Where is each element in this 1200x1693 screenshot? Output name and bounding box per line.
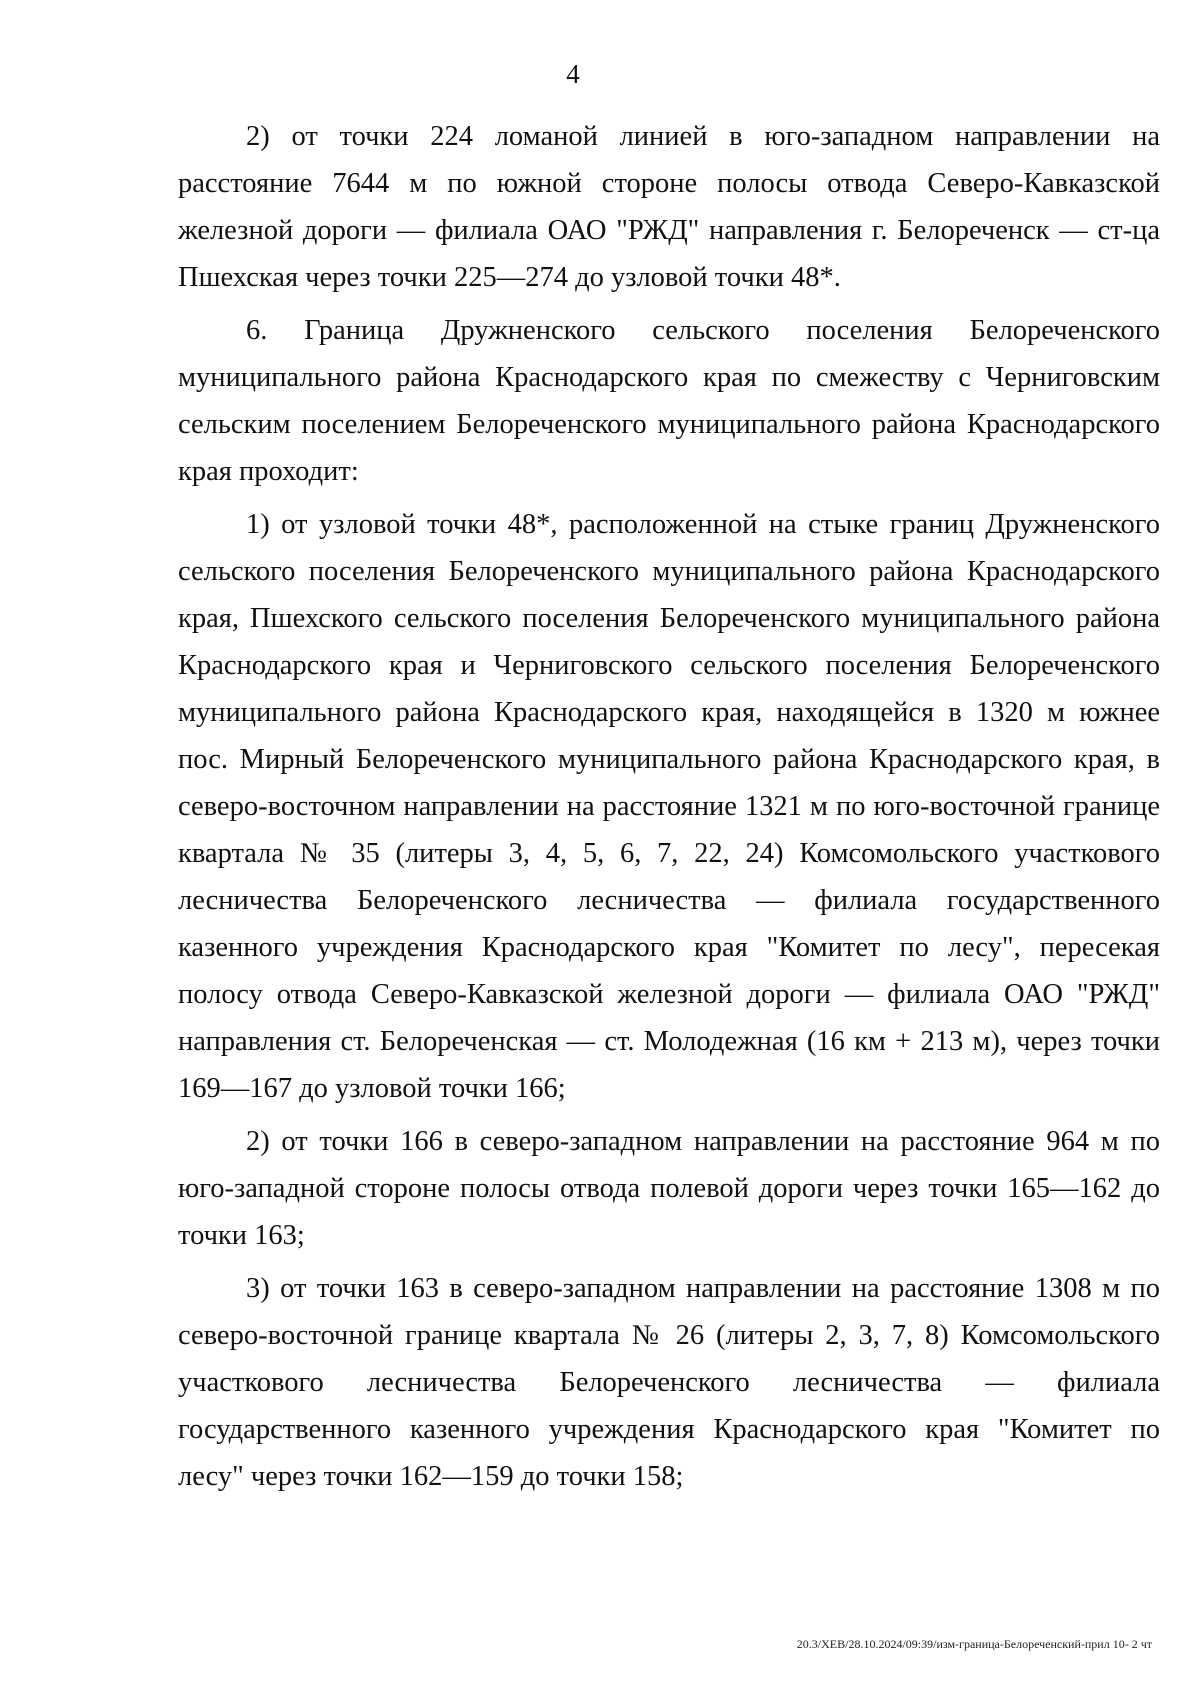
document-body (178, 113, 1160, 1500)
paragraph-route-segment-1: 1) от узловой точки 48*, расположенной на стыке границ Дружненского сельского поселения Белореченского муниципального района Краснодарского края, Пшехского сельского поселения Белореченского муниципального района Краснодарского края и Черниговского сельского поселения Белореченского муниципального района Краснодарского края, находящейся в 1320 м южнее пос. Мирный Белореченского муниципального района Краснодарского края, в северо-восточном направлении на расстояние 1321 м по юго-восточной границе квартала № 35 (литеры 3, 4, 5, 6, 7, 22, 24) Комсомольского участкового лесничества Белореченского лесничества — филиала государственного казенного учреждения Краснодарского края "Комитет по лесу", пересекая полосу отвода Северо-Кавказской железной дороги — филиала ОАО "РЖД" направления ст. Белореченская — ст. Молодежная (16 км + 213 м), через точки 169—167 до узловой точки 166; (178, 509, 1160, 1104)
paragraph-route-segment-3: 3) от точки 163 в северо-западном направлении на расстояние 1308 м по северо-восточной границе квартала № 26 (литеры 2, 3, 7, 8) Комсомольского участкового лесничества Белореченского лесничества — филиала государственного казенного учреждения Краснодарского края "Комитет по лесу" через точки 162—159 до точки 158; (178, 1273, 1160, 1492)
paragraph-route-segment-2b: 2) от точки 166 в северо-западном направлении на расстояние 964 м по юго-западной стороне полосы отвода полевой дороги через точки 165—162 до точки 163; (178, 1126, 1160, 1251)
document-footer: 20.3/ХЕВ/28.10.2024/09:39/изм-граница-Белореченский-прил 10- 2 чт (796, 1637, 1152, 1651)
page-number: 4 (566, 59, 580, 89)
paragraph-route-segment-2: 2) от точки 224 ломаной линией в юго-западном направлении на расстояние 7644 м по южной стороне полосы отвода Северо-Кавказской железной дороги — филиала ОАО "РЖД" направления г. Белореченск — ст-ца Пшехская через точки 225—274 до узловой точки 48*. (178, 121, 1160, 293)
paragraph-section-6-heading: 6. Граница Дружненского сельского поселения Белореченского муниципального района Краснодарского края по смежеству с Черниговским сельским поселением Белореченского муниципального района Краснодарского края проходит: (178, 315, 1160, 487)
